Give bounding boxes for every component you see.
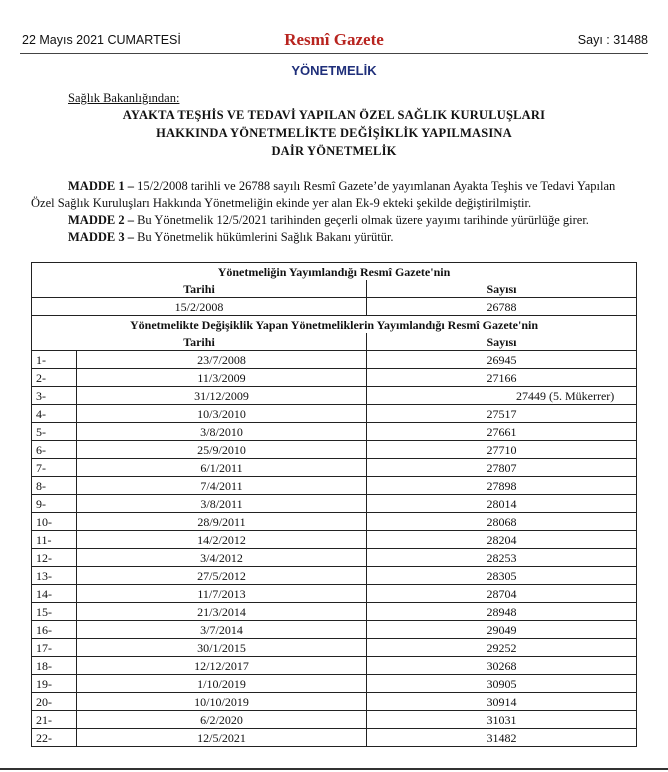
row-number: 28305 xyxy=(367,567,637,585)
table-row xyxy=(32,387,637,405)
row-number: 27661 xyxy=(367,423,637,441)
table-heading-row-2 xyxy=(32,316,637,334)
row-date: 3/8/2011 xyxy=(77,495,367,513)
amendment-table xyxy=(31,262,637,747)
row-date: 6/1/2011 xyxy=(77,459,367,477)
bottom-divider xyxy=(0,768,668,770)
page-header xyxy=(0,0,668,62)
table-row xyxy=(32,513,637,531)
table-row xyxy=(32,621,637,639)
article-3-label: MADDE 3 – xyxy=(68,230,134,244)
article-1-label: MADDE 1 – xyxy=(68,179,134,193)
row-index: 17- xyxy=(32,639,77,657)
table-heading-1: Yönetmeliğin Yayımlandığı Resmî Gazete'nin xyxy=(32,263,637,281)
row-date: 7/4/2011 xyxy=(77,477,367,495)
section-heading: YÖNETMELİK xyxy=(291,63,377,78)
row-index: 1- xyxy=(32,351,77,369)
row-number: 31031 xyxy=(367,711,637,729)
table-row xyxy=(32,531,637,549)
row-number: 28204 xyxy=(367,531,637,549)
row-date: 21/3/2014 xyxy=(77,603,367,621)
row-index: 12- xyxy=(32,549,77,567)
column-header-date-2: Tarihi xyxy=(32,333,367,351)
table-row xyxy=(32,567,637,585)
regulation-title-line-1: AYAKTA TEŞHİS VE TEDAVİ YAPILAN ÖZEL SAĞLIK KURULUŞLARI xyxy=(122,108,546,122)
row-number: 28068 xyxy=(367,513,637,531)
row-date: 30/1/2015 xyxy=(77,639,367,657)
row-date: 3/7/2014 xyxy=(77,621,367,639)
row-index: 19- xyxy=(32,675,77,693)
table-row xyxy=(32,477,637,495)
article-2-text: Bu Yönetmelik 12/5/2021 tarihinden geçerli olmak üzere yayımı tarihinde yürürlüğe girer. xyxy=(137,213,589,227)
article-2-label: MADDE 2 – xyxy=(68,213,134,227)
row-number: 28948 xyxy=(367,603,637,621)
row-date: 10/3/2010 xyxy=(77,405,367,423)
row-number: 28704 xyxy=(367,585,637,603)
row-index: 9- xyxy=(32,495,77,513)
table-original-row xyxy=(32,298,637,316)
row-date: 31/12/2009 xyxy=(77,387,367,405)
row-date: 10/10/2019 xyxy=(77,693,367,711)
row-index: 22- xyxy=(32,729,77,747)
row-index: 21- xyxy=(32,711,77,729)
row-date: 12/5/2021 xyxy=(77,729,367,747)
table-row xyxy=(32,549,637,567)
row-number: 27807 xyxy=(367,459,637,477)
row-date: 25/9/2010 xyxy=(77,441,367,459)
table-row xyxy=(32,693,637,711)
row-number: 30268 xyxy=(367,657,637,675)
table-column-header-row xyxy=(32,280,637,298)
article-3-text: Bu Yönetmelik hükümlerini Sağlık Bakanı yürütür. xyxy=(137,230,394,244)
column-header-number: Sayısı xyxy=(367,280,637,298)
ministry-name: Sağlık Bakanlığından: xyxy=(68,91,180,105)
row-date: 14/2/2012 xyxy=(77,531,367,549)
table-row xyxy=(32,441,637,459)
row-index: 14- xyxy=(32,585,77,603)
row-index: 18- xyxy=(32,657,77,675)
table-row xyxy=(32,639,637,657)
table-heading-row xyxy=(32,263,637,281)
issue-number: Sayı : 31488 xyxy=(577,33,648,47)
row-date: 11/3/2009 xyxy=(77,369,367,387)
row-index: 15- xyxy=(32,603,77,621)
issue-date: 22 Mayıs 2021 CUMARTESİ xyxy=(22,33,181,47)
row-index: 10- xyxy=(32,513,77,531)
article-1-line-2: Özel Sağlık Kuruluşları Hakkında Yönetmeliğin ekinde yer alan Ek-9 ekteki şekilde değiştirilmiştir. xyxy=(31,196,532,210)
original-date: 15/2/2008 xyxy=(32,298,367,316)
row-date: 12/12/2017 xyxy=(77,657,367,675)
table-row xyxy=(32,369,637,387)
table-row xyxy=(32,585,637,603)
row-index: 4- xyxy=(32,405,77,423)
row-date: 3/8/2010 xyxy=(77,423,367,441)
row-date: 11/7/2013 xyxy=(77,585,367,603)
row-index: 20- xyxy=(32,693,77,711)
row-number: 30914 xyxy=(367,693,637,711)
article-1-text: 15/2/2008 tarihli ve 26788 sayılı Resmî Gazete’de yayımlanan Ayakta Teşhis ve Tedavi Yapılan xyxy=(137,179,616,193)
row-index: 8- xyxy=(32,477,77,495)
table-row xyxy=(32,711,637,729)
table-heading-2: Yönetmelikte Değişiklik Yapan Yönetmeliklerin Yayımlandığı Resmî Gazete'nin xyxy=(32,316,637,334)
column-header-date: Tarihi xyxy=(32,280,367,298)
table-row xyxy=(32,657,637,675)
table-row xyxy=(32,495,637,513)
regulation-title-line-2: HAKKINDA YÖNETMELİKTE DEĞİŞİKLİK YAPILMASINA xyxy=(156,126,512,140)
row-number: 26945 xyxy=(367,351,637,369)
header-divider xyxy=(20,53,648,54)
row-index: 13- xyxy=(32,567,77,585)
table-row xyxy=(32,405,637,423)
row-index: 3- xyxy=(32,387,77,405)
article-2 xyxy=(68,212,589,229)
gazette-title: Resmî Gazete xyxy=(284,30,384,49)
row-date: 3/4/2012 xyxy=(77,549,367,567)
row-number: 29049 xyxy=(367,621,637,639)
article-3 xyxy=(68,229,394,246)
original-number: 26788 xyxy=(367,298,637,316)
article-1-line-1 xyxy=(68,178,615,195)
table-row xyxy=(32,675,637,693)
column-header-number-2: Sayısı xyxy=(367,333,637,351)
row-index: 6- xyxy=(32,441,77,459)
row-index: 5- xyxy=(32,423,77,441)
regulation-title-line-3: DAİR YÖNETMELİK xyxy=(271,144,397,158)
row-index: 11- xyxy=(32,531,77,549)
row-number: 31482 xyxy=(367,729,637,747)
table-column-header-row-2 xyxy=(32,333,637,351)
row-number: 27449 (5. Mükerrer) xyxy=(367,387,637,405)
row-index: 2- xyxy=(32,369,77,387)
table-row xyxy=(32,459,637,477)
row-number: 29252 xyxy=(367,639,637,657)
row-date: 27/5/2012 xyxy=(77,567,367,585)
row-date: 1/10/2019 xyxy=(77,675,367,693)
table-row xyxy=(32,423,637,441)
row-number: 27166 xyxy=(367,369,637,387)
table-row xyxy=(32,351,637,369)
row-number: 27710 xyxy=(367,441,637,459)
row-number: 30905 xyxy=(367,675,637,693)
row-index: 7- xyxy=(32,459,77,477)
table-row xyxy=(32,729,637,747)
row-number: 27517 xyxy=(367,405,637,423)
row-index: 16- xyxy=(32,621,77,639)
table-row xyxy=(32,603,637,621)
row-number: 27898 xyxy=(367,477,637,495)
row-number: 28253 xyxy=(367,549,637,567)
row-number: 28014 xyxy=(367,495,637,513)
row-date: 6/2/2020 xyxy=(77,711,367,729)
row-date: 23/7/2008 xyxy=(77,351,367,369)
row-date: 28/9/2011 xyxy=(77,513,367,531)
